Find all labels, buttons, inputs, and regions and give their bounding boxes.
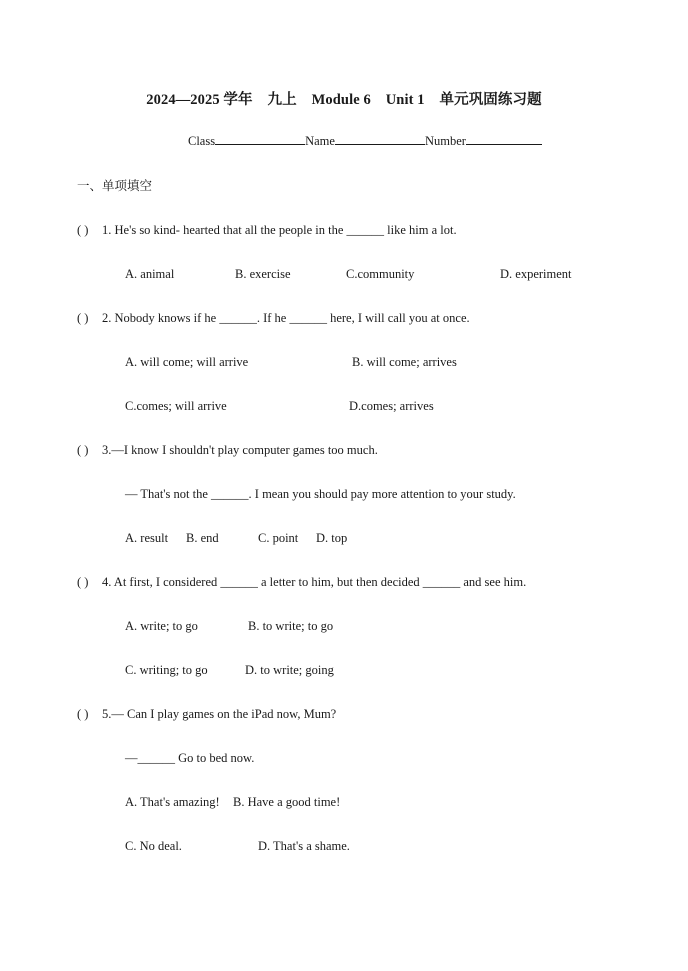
q4-option-b: B. to write; to go <box>248 619 334 633</box>
answer-paren-4[interactable]: ( ) <box>77 575 89 589</box>
name-blank[interactable] <box>335 133 425 145</box>
student-info-row <box>188 133 542 149</box>
question-3: 3.—I know I shouldn't play computer games too much. <box>102 443 378 457</box>
q2-option-d: D.comes; arrives <box>349 399 434 413</box>
q2-option-b: B. will come; arrives <box>352 355 457 369</box>
question-1: 1. He's so kind- hearted that all the people in the ______ like him a lot. <box>102 223 457 237</box>
q5-option-d: D. That's a shame. <box>258 839 350 853</box>
q5-option-b: B. Have a good time! <box>233 795 341 809</box>
question-5: 5.— Can I play games on the iPad now, Mum? <box>102 707 337 721</box>
q1-option-c: C.community <box>346 267 415 281</box>
answer-paren-1[interactable]: ( ) <box>77 223 89 237</box>
q3-option-d: D. top <box>316 531 348 545</box>
section-heading: 一、单项填空 <box>77 178 153 193</box>
class-label: Class <box>188 134 216 148</box>
name-label: Name <box>305 134 335 148</box>
question-2: 2. Nobody knows if he ______. If he ______ here, I will call you at once. <box>102 311 470 325</box>
q4-option-c: C. writing; to go <box>125 663 208 677</box>
page-title: 2024—2025 学年 九上 Module 6 Unit 1 单元巩固练习题 <box>146 92 542 108</box>
number-label: Number <box>424 134 466 148</box>
q4-option-d: D. to write; going <box>245 663 334 677</box>
q4-option-a: A. write; to go <box>125 619 198 633</box>
q3-option-a: A. result <box>125 531 169 545</box>
q2-option-a: A. will come; will arrive <box>125 355 249 369</box>
q1-option-a: A. animal <box>125 267 175 281</box>
q3-option-c: C. point <box>258 531 299 545</box>
question-4: 4. At first, I considered ______ a letter to him, but then decided ______ and see him. <box>102 575 527 589</box>
q5-option-c: C. No deal. <box>125 839 182 853</box>
number-blank[interactable] <box>466 133 542 145</box>
question-5-reply: —______ Go to bed now. <box>125 751 255 765</box>
answer-paren-3[interactable]: ( ) <box>77 443 89 457</box>
class-blank[interactable] <box>215 133 305 145</box>
answer-paren-2[interactable]: ( ) <box>77 311 89 325</box>
answer-paren-5[interactable]: ( ) <box>77 707 89 721</box>
q1-option-d: D. experiment <box>500 267 572 281</box>
q2-option-c: C.comes; will arrive <box>125 399 227 413</box>
question-3-reply: — That's not the ______. I mean you should pay more attention to your study. <box>125 487 516 501</box>
q1-option-b: B. exercise <box>235 267 291 281</box>
q5-option-a: A. That's amazing! <box>125 795 220 809</box>
q3-option-b: B. end <box>186 531 219 545</box>
